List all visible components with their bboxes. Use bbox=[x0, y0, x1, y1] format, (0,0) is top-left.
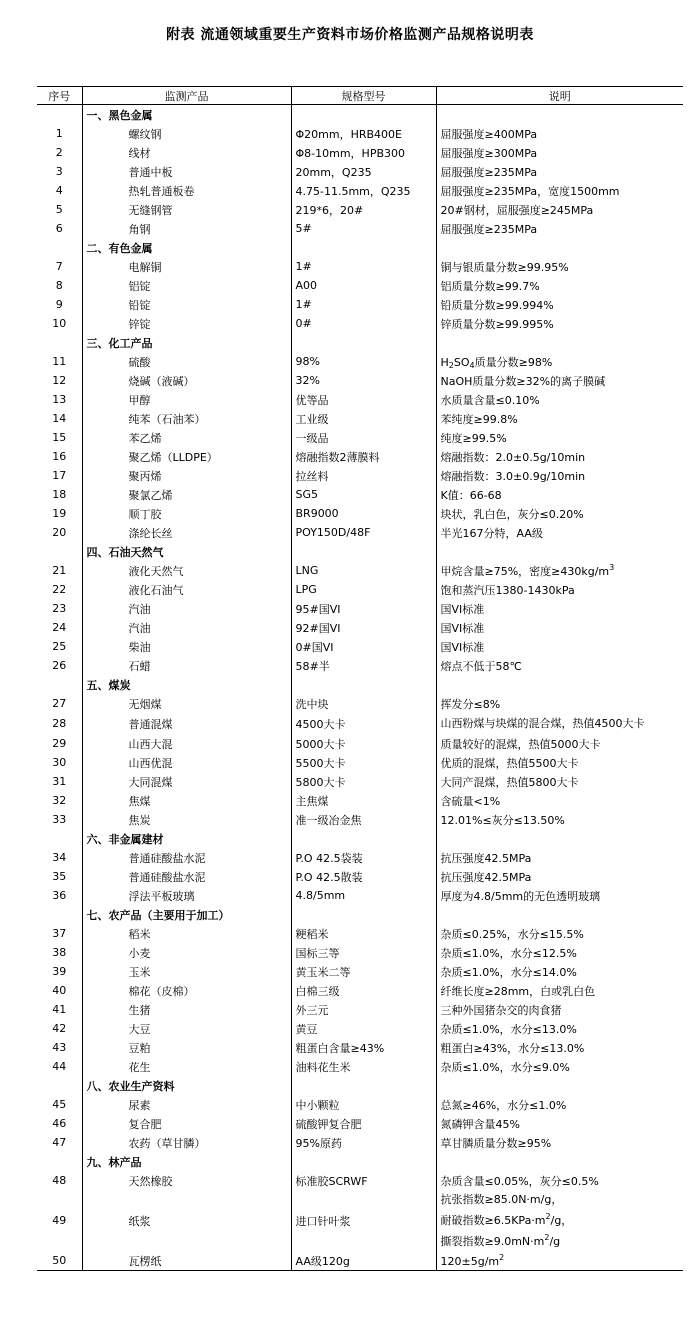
row-number: 28 bbox=[52, 717, 67, 730]
table-row bbox=[37, 200, 683, 219]
spec-value: 95#国VI bbox=[291, 599, 436, 618]
spec-value: 洗中块 bbox=[291, 694, 436, 713]
description: 熔点不低于58℃ bbox=[436, 656, 683, 675]
row-number: 7 bbox=[55, 260, 63, 273]
description: 甲烷含量≥75%，密度$\ge 430kg/m^3$ bbox=[436, 561, 683, 580]
table-row bbox=[37, 561, 683, 580]
row-number: 41 bbox=[52, 1003, 67, 1016]
header-row bbox=[37, 87, 683, 105]
spec-value: 0#国VI bbox=[291, 637, 436, 656]
product-name: 山西优混 bbox=[82, 753, 291, 772]
description: 杂质≤1.0%，水分≤14.0% bbox=[436, 962, 683, 981]
description: 水质量含量≤0.10% bbox=[436, 390, 683, 409]
row-number: 14 bbox=[52, 412, 67, 425]
category-label: 四、石油天然气 bbox=[82, 542, 291, 561]
table-row bbox=[37, 181, 683, 200]
table-row bbox=[37, 772, 683, 791]
table-row bbox=[37, 580, 683, 599]
product-name: 甲醇 bbox=[82, 390, 291, 409]
product-name: 生猪 bbox=[82, 1000, 291, 1019]
table-row bbox=[37, 295, 683, 314]
product-name: 浮法平板玻璃 bbox=[82, 886, 291, 905]
row-number: 3 bbox=[55, 165, 63, 178]
row-number: 46 bbox=[52, 1117, 67, 1130]
spec-value: 粗蛋白含量≥43% bbox=[291, 1038, 436, 1057]
product-name: 电解铜 bbox=[82, 257, 291, 276]
category-label: 九、林产品 bbox=[82, 1152, 291, 1171]
description: 屈服强度≥235MPa bbox=[436, 162, 683, 181]
category-row bbox=[37, 675, 683, 694]
product-name: 聚丙烯 bbox=[82, 466, 291, 485]
spec-table bbox=[37, 86, 683, 1271]
spec-value: 进口针叶浆 bbox=[291, 1190, 436, 1251]
row-number: 11 bbox=[52, 355, 67, 368]
table-row bbox=[37, 1057, 683, 1076]
product-name: 焦炭 bbox=[82, 810, 291, 829]
table-row bbox=[37, 867, 683, 886]
product-name: 角钢 bbox=[82, 219, 291, 238]
spec-value: 工业级 bbox=[291, 409, 436, 428]
row-number: 6 bbox=[55, 222, 63, 235]
table-row bbox=[37, 713, 683, 734]
row-number: 2 bbox=[55, 146, 63, 159]
spec-value: A00 bbox=[291, 276, 436, 295]
product-name: 山西大混 bbox=[82, 734, 291, 753]
description: 杂质含量≤0.05%，灰分≤0.5% bbox=[436, 1171, 683, 1190]
description: 锌质量分数≥99.995% bbox=[436, 314, 683, 333]
row-number: 13 bbox=[52, 393, 67, 406]
spec-value: 20mm，Q235 bbox=[291, 162, 436, 181]
row-number: 31 bbox=[52, 775, 67, 788]
spec-value: 一级品 bbox=[291, 428, 436, 447]
category-row bbox=[37, 1152, 683, 1171]
description: 质量较好的混煤，热值5000大卡 bbox=[436, 734, 683, 753]
table-row bbox=[37, 848, 683, 867]
table-row bbox=[37, 428, 683, 447]
row-number: 4 bbox=[55, 184, 63, 197]
description: 氮磷钾含量45% bbox=[436, 1114, 683, 1133]
row-number: 47 bbox=[52, 1136, 67, 1149]
description: 国VI标准 bbox=[436, 599, 683, 618]
row-number: 42 bbox=[52, 1022, 67, 1035]
product-name: 玉米 bbox=[82, 962, 291, 981]
description: 苯纯度≥99.8% bbox=[436, 409, 683, 428]
table-row bbox=[37, 371, 683, 390]
row-number: 16 bbox=[52, 450, 67, 463]
description: 半光167分特，AA级 bbox=[436, 523, 683, 542]
category-row bbox=[37, 829, 683, 848]
row-number: 21 bbox=[52, 564, 67, 577]
row-number: 49 bbox=[52, 1214, 67, 1227]
description: 屈服强度≥235MPa，宽度1500mm bbox=[436, 181, 683, 200]
description: K值：66-68 bbox=[436, 485, 683, 504]
category-label: 二、有色金属 bbox=[82, 238, 291, 257]
table-row bbox=[37, 314, 683, 333]
table-row bbox=[37, 1171, 683, 1190]
spec-value: 5800大卡 bbox=[291, 772, 436, 791]
header-spec: 规格型号 bbox=[291, 87, 436, 105]
header-desc: 说明 bbox=[436, 87, 683, 105]
description: 挥发分≤8% bbox=[436, 694, 683, 713]
spec-value: 准一级冶金焦 bbox=[291, 810, 436, 829]
product-name: 尿素 bbox=[82, 1095, 291, 1114]
row-number: 24 bbox=[52, 621, 67, 634]
product-name: 大同混煤 bbox=[82, 772, 291, 791]
product-name: 纸浆 bbox=[82, 1190, 291, 1251]
spec-value: 国标三等 bbox=[291, 943, 436, 962]
table-row bbox=[37, 943, 683, 962]
product-name: 大豆 bbox=[82, 1019, 291, 1038]
table-row bbox=[37, 924, 683, 943]
table-row bbox=[37, 390, 683, 409]
spec-value: 4.75-11.5mm，Q235 bbox=[291, 181, 436, 200]
category-label: 六、非金属建材 bbox=[82, 829, 291, 848]
product-name: 锌锭 bbox=[82, 314, 291, 333]
category-row bbox=[37, 333, 683, 352]
spec-value: Φ20mm，HRB400E bbox=[291, 124, 436, 143]
table-row bbox=[37, 791, 683, 810]
spec-value: 95%原药 bbox=[291, 1133, 436, 1152]
row-number: 37 bbox=[52, 927, 67, 940]
header-no: 序号 bbox=[37, 87, 82, 105]
row-number: 36 bbox=[52, 889, 67, 902]
description: 铝质量分数≥99.7% bbox=[436, 276, 683, 295]
row-number: 17 bbox=[52, 469, 67, 482]
table-row bbox=[37, 466, 683, 485]
spec-value: 外三元 bbox=[291, 1000, 436, 1019]
row-number: 33 bbox=[52, 813, 67, 826]
row-number: 18 bbox=[52, 488, 67, 501]
table-row bbox=[37, 1095, 683, 1114]
product-name: 普通混煤 bbox=[82, 713, 291, 734]
category-label: 三、化工产品 bbox=[82, 333, 291, 352]
spec-value: 标准胶SCRWF bbox=[291, 1171, 436, 1190]
table-row bbox=[37, 886, 683, 905]
row-number: 19 bbox=[52, 507, 67, 520]
row-number: 50 bbox=[37, 1251, 82, 1271]
description: $120\pm 5g/m^2$ bbox=[436, 1251, 683, 1271]
product-name: 普通硅酸盐水泥 bbox=[82, 848, 291, 867]
table-row bbox=[37, 734, 683, 753]
product-name: 瓦楞纸 bbox=[82, 1251, 291, 1271]
description: 杂质≤0.25%，水分≤15.5% bbox=[436, 924, 683, 943]
spec-value: 98% bbox=[291, 352, 436, 371]
description: NaOH质量分数≥32%的离子膜碱 bbox=[436, 371, 683, 390]
description: 杂质≤1.0%，水分≤12.5% bbox=[436, 943, 683, 962]
category-row bbox=[37, 105, 683, 125]
product-name: 天然橡胶 bbox=[82, 1171, 291, 1190]
spec-value: 优等品 bbox=[291, 390, 436, 409]
spec-value: 5000大卡 bbox=[291, 734, 436, 753]
description: 12.01%≤灰分≤13.50% bbox=[436, 810, 683, 829]
row-number: 43 bbox=[52, 1041, 67, 1054]
table-row bbox=[37, 1000, 683, 1019]
table-row bbox=[37, 599, 683, 618]
description: 粗蛋白≥43%，水分≤13.0% bbox=[436, 1038, 683, 1057]
description: 抗张指数≥85.0N·m/g， 耐破指数$\ge 6.5KPa\cdot m^2/g$， 撕裂指数$\ge 9.0mN\cdot m^2/g$ bbox=[436, 1190, 683, 1251]
spec-value: SG5 bbox=[291, 485, 436, 504]
spec-value: Φ8-10mm，HPB300 bbox=[291, 143, 436, 162]
document-title: 附表 流通领域重要生产资料市场价格监测产品规格说明表 bbox=[166, 27, 534, 43]
spec-value: 92#国VI bbox=[291, 618, 436, 637]
product-name: 线材 bbox=[82, 143, 291, 162]
header-product: 监测产品 bbox=[82, 87, 291, 105]
row-number: 9 bbox=[55, 298, 63, 311]
category-label: 一、黑色金属 bbox=[82, 105, 291, 125]
table-row bbox=[37, 485, 683, 504]
spec-value: P.O 42.5袋装 bbox=[291, 848, 436, 867]
row-number: 27 bbox=[52, 697, 67, 710]
description: 熔融指数：2.0±0.5g/10min bbox=[436, 447, 683, 466]
table-row bbox=[37, 219, 683, 238]
spec-value: LPG bbox=[291, 580, 436, 599]
category-label: 七、农产品（主要用于加工） bbox=[82, 905, 291, 924]
row-number: 29 bbox=[52, 737, 67, 750]
description: 块状，乳白色，灰分≤0.20% bbox=[436, 504, 683, 523]
product-name: 热轧普通板卷 bbox=[82, 181, 291, 200]
row-number: 8 bbox=[55, 279, 63, 292]
product-name: 纯苯（石油苯） bbox=[82, 409, 291, 428]
description: 厚度为4.8/5mm的无色透明玻璃 bbox=[436, 886, 683, 905]
table-row bbox=[37, 753, 683, 772]
table-row bbox=[37, 981, 683, 1000]
row-number: 45 bbox=[52, 1098, 67, 1111]
spec-value: 4500大卡 bbox=[291, 713, 436, 734]
description: 优质的混煤，热值5500大卡 bbox=[436, 753, 683, 772]
table-row bbox=[37, 523, 683, 542]
row-number: 25 bbox=[52, 640, 67, 653]
spec-value: P.O 42.5散装 bbox=[291, 867, 436, 886]
product-name: 花生 bbox=[82, 1057, 291, 1076]
product-name: 小麦 bbox=[82, 943, 291, 962]
product-name: 硫酸 bbox=[82, 352, 291, 371]
spec-value: 1# bbox=[291, 295, 436, 314]
product-name: 柴油 bbox=[82, 637, 291, 656]
product-name: 棉花（皮棉） bbox=[82, 981, 291, 1000]
description: 杂质≤1.0%，水分≤13.0% bbox=[436, 1019, 683, 1038]
row-number: 39 bbox=[52, 965, 67, 978]
table-row bbox=[37, 143, 683, 162]
table-row bbox=[37, 257, 683, 276]
table-row bbox=[37, 447, 683, 466]
spec-value: 0# bbox=[291, 314, 436, 333]
spec-value: 油料花生米 bbox=[291, 1057, 436, 1076]
row-number: 48 bbox=[52, 1174, 67, 1187]
row-number: 32 bbox=[52, 794, 67, 807]
description: 屈服强度≥300MPa bbox=[436, 143, 683, 162]
row-number: 12 bbox=[52, 374, 67, 387]
table-row bbox=[37, 124, 683, 143]
spec-value: 32% bbox=[291, 371, 436, 390]
description: 抗压强度42.5MPa bbox=[436, 848, 683, 867]
row-number: 5 bbox=[55, 203, 63, 216]
description: 三种外国猪杂交的肉食猪 bbox=[436, 1000, 683, 1019]
table-row bbox=[37, 656, 683, 675]
row-number: 38 bbox=[52, 946, 67, 959]
product-name: 普通硅酸盐水泥 bbox=[82, 867, 291, 886]
table-row bbox=[37, 810, 683, 829]
spec-value: 4.8/5mm bbox=[291, 886, 436, 905]
row-number: 10 bbox=[52, 317, 67, 330]
product-name: 聚乙烯（LLDPE） bbox=[82, 447, 291, 466]
product-name: 豆粕 bbox=[82, 1038, 291, 1057]
spec-value: BR9000 bbox=[291, 504, 436, 523]
table-row bbox=[37, 504, 683, 523]
table-row bbox=[37, 618, 683, 637]
product-name: 焦煤 bbox=[82, 791, 291, 810]
product-name: 液化天然气 bbox=[82, 561, 291, 580]
table-row bbox=[37, 352, 683, 371]
spec-value: 粳稻米 bbox=[291, 924, 436, 943]
table-row bbox=[37, 962, 683, 981]
spec-value: 5# bbox=[291, 219, 436, 238]
spec-value: 1# bbox=[291, 257, 436, 276]
product-name: 涤纶长丝 bbox=[82, 523, 291, 542]
table-row bbox=[37, 1251, 683, 1271]
spec-value: POY150D/48F bbox=[291, 523, 436, 542]
row-number: 26 bbox=[52, 659, 67, 672]
product-name: 无烟煤 bbox=[82, 694, 291, 713]
description: 铜与银质量分数≥99.95% bbox=[436, 257, 683, 276]
product-name: 顺丁胶 bbox=[82, 504, 291, 523]
description: 饱和蒸汽压1380-1430kPa bbox=[436, 580, 683, 599]
table-row bbox=[37, 162, 683, 181]
category-label: 八、农业生产资料 bbox=[82, 1076, 291, 1095]
description: 抗压强度42.5MPa bbox=[436, 867, 683, 886]
spec-value: 拉丝料 bbox=[291, 466, 436, 485]
table-row bbox=[37, 1038, 683, 1057]
description: 含硫量<1% bbox=[436, 791, 683, 810]
product-name: 稻米 bbox=[82, 924, 291, 943]
spec-value: 中小颗粒 bbox=[291, 1095, 436, 1114]
row-number: 20 bbox=[52, 526, 67, 539]
description: 国VI标准 bbox=[436, 618, 683, 637]
description: 屈服强度≥400MPa bbox=[436, 124, 683, 143]
row-number: 44 bbox=[52, 1060, 67, 1073]
product-name: 普通中板 bbox=[82, 162, 291, 181]
description: 山西粉煤与块煤的混合煤，热值4500大卡 bbox=[436, 713, 683, 734]
spec-value: 熔融指数2薄膜料 bbox=[291, 447, 436, 466]
spec-value: 黄豆 bbox=[291, 1019, 436, 1038]
table-row bbox=[37, 1133, 683, 1152]
row-number: 35 bbox=[52, 870, 67, 883]
product-name: 汽油 bbox=[82, 618, 291, 637]
description: 屈服强度≥235MPa bbox=[436, 219, 683, 238]
product-name: 无缝钢管 bbox=[82, 200, 291, 219]
product-name: 汽油 bbox=[82, 599, 291, 618]
category-row bbox=[37, 238, 683, 257]
product-name: 铝锭 bbox=[82, 276, 291, 295]
spec-value: 白棉三级 bbox=[291, 981, 436, 1000]
product-name: 铅锭 bbox=[82, 295, 291, 314]
category-row bbox=[37, 1076, 683, 1095]
description: 纤维长度≥28mm，白或乳白色 bbox=[436, 981, 683, 1000]
table-row bbox=[37, 637, 683, 656]
description: 大同产混煤，热值5800大卡 bbox=[436, 772, 683, 791]
table-row bbox=[37, 409, 683, 428]
spec-value: 硫酸钾复合肥 bbox=[291, 1114, 436, 1133]
category-row bbox=[37, 905, 683, 924]
description: 纯度≥99.5% bbox=[436, 428, 683, 447]
row-number: 30 bbox=[52, 756, 67, 769]
description: 草甘膦质量分数≥95% bbox=[436, 1133, 683, 1152]
product-name: 聚氯乙烯 bbox=[82, 485, 291, 504]
description: $H_2SO_4$质量分数≥98% bbox=[436, 352, 683, 371]
product-name: 石蜡 bbox=[82, 656, 291, 675]
product-name: 液化石油气 bbox=[82, 580, 291, 599]
description: 铅质量分数≥99.994% bbox=[436, 295, 683, 314]
product-name: 苯乙烯 bbox=[82, 428, 291, 447]
spec-value: AA级120g bbox=[291, 1251, 436, 1271]
description: 熔融指数：3.0±0.9g/10min bbox=[436, 466, 683, 485]
product-name: 复合肥 bbox=[82, 1114, 291, 1133]
product-name: 螺纹钢 bbox=[82, 124, 291, 143]
row-number: 15 bbox=[52, 431, 67, 444]
spec-value: 主焦煤 bbox=[291, 791, 436, 810]
row-number: 40 bbox=[52, 984, 67, 997]
description: 20#钢材，屈服强度≥245MPa bbox=[436, 200, 683, 219]
spec-value: 58#半 bbox=[291, 656, 436, 675]
row-number: 23 bbox=[52, 602, 67, 615]
category-label: 五、煤炭 bbox=[82, 675, 291, 694]
table-row bbox=[37, 1114, 683, 1133]
spec-value: 黄玉米二等 bbox=[291, 962, 436, 981]
spec-value: LNG bbox=[291, 561, 436, 580]
category-row bbox=[37, 542, 683, 561]
description: 国VI标准 bbox=[436, 637, 683, 656]
spec-value: 219*6，20# bbox=[291, 200, 436, 219]
row-number: 1 bbox=[55, 127, 63, 140]
table-row bbox=[37, 276, 683, 295]
product-name: 农药（草甘膦） bbox=[82, 1133, 291, 1152]
row-number: 34 bbox=[52, 851, 67, 864]
description: 杂质≤1.0%，水分≤9.0% bbox=[436, 1057, 683, 1076]
table-row bbox=[37, 1190, 683, 1251]
row-number: 22 bbox=[52, 583, 67, 596]
spec-value: 5500大卡 bbox=[291, 753, 436, 772]
product-name: 烧碱（液碱） bbox=[82, 371, 291, 390]
description: 总氮≥46%，水分≤1.0% bbox=[436, 1095, 683, 1114]
table-row bbox=[37, 1019, 683, 1038]
table-row bbox=[37, 694, 683, 713]
